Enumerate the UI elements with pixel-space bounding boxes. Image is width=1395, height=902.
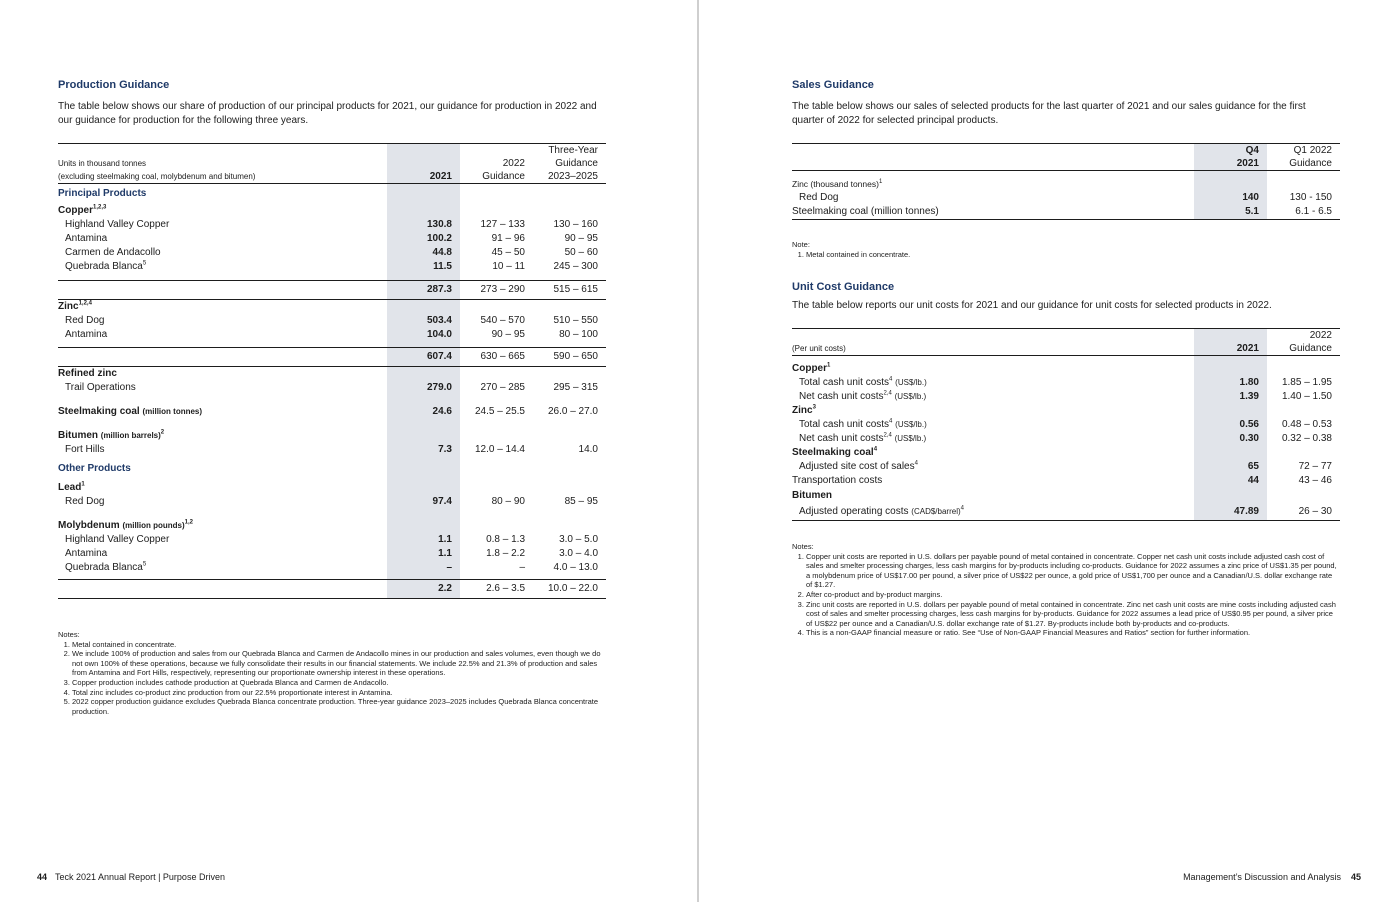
sales-table: Q4 Q1 2022 2021 Guidance Zinc (thousand tonnes)$^1$ Red Dog 140 130 - 150 Steelmaking coal (million tonnes) 5.1 6.1 - 6.5	[792, 143, 1340, 220]
note-item: 1. Metal contained in concentrate.	[806, 250, 1340, 260]
table-header-row	[58, 144, 606, 158]
col-header-2022: 2022	[502, 158, 525, 169]
group-row-zinc: Zinc$^{1,2,4}$	[58, 299, 606, 314]
note-item: 1. Copper unit costs are reported in U.S. dollars per payable pound of metal contained in concentrate. Copper net cash unit costs include adjusted cash cost of sales and smelter processing charges, less cash margins for by-products including co-products. Guidance for 2022 assumes a zinc price of US$1.35 per pound, a molybdenum price of US$17.00 per pound, a silver price of US$22 per ounce, a gold price of US$1,700 per ounce and a Canadian/U.S. dollar exchange rate of $1.27.	[806, 552, 1340, 590]
total-row-molybdenum: 2.2 2.6 – 3.5 10.0 – 22.0	[58, 580, 606, 599]
footer-text: Management’s Discussion and Analysis	[1183, 872, 1341, 882]
sales-guidance-title: Sales Guidance	[792, 79, 874, 91]
col-header-3y: Three-Year	[533, 144, 606, 158]
production-table: Three-Year Units in thousand tonnes 2022 Guidance (excluding steelmaking coal, molybdenum and bitumen) 2021 Guidance 2023–2025 Principal Products Copper$^{1,2,3}$ Highland Valley Copper 130.8 127 – 133 130 – 160 Antamina 100.2 91 – 96 90 – 95 Carmen de Andacollo 44.8 45 – 50 50 – 60 Quebrada Blanca$^5$ 11.5 10 – 11 245 – 300 287.3 273 – 290 515 – 615 Zinc$^{1,2,4}$ Red Dog 503.4 540 – 570 510 – 550 Antamina 104.0 90 – 95 80 – 100 607.4 630 – 665 590 – 650 Refined zinc Trail Operations 279.0 270 – 285 295 – 315 Steelmaking coal (million tonnes) 24.6 24.5 – 25.5 26.0 – 27.0 Bitumen (million barrels)$^2$ Fort Hills 7.3 12.0 – 14.4 14.0 Other Products Lead$^1$ Red Dog 97.4 80 – 90 85 – 95 Molybdenum (million pounds)$^{1,2}$ Highland Valley Copper 1.1 0.8 – 1.3 3.0 – 5.0 Antamina 1.1 1.8 – 2.2 3.0 – 4.0 Quebrada Blanca$^5$ – – 4.0 – 13.0 2.2 2.6 – 3.5 10.0 – 22.0	[58, 143, 606, 599]
unit-cost-table: 2022 (Per unit costs) 2021 Guidance Copper$^1$ Total cash unit costs$^4$ (US$/lb.) 1.80 1.85 – 1.95 Net cash unit costs$^{2,4}$ (US$/lb.) 1.39 1.40 – 1.50 Zinc$^3$ Total cash unit costs$^4$ (US$/lb.) 0.56 0.48 – 0.53 Net cash unit costs$^{2,4}$ (US$/lb.) 0.30 0.32 – 0.38 Steelmaking coal$^4$ Adjusted site cost of sales$^4$ 65 72 – 77 Transportation costs 44 43 – 46 Bitumen Adjusted operating costs (CAD$/barrel)$^4$ 47.89 26 – 30	[792, 328, 1340, 521]
table-row: Quebrada Blanca$^5$ – – 4.0 – 13.0	[65, 561, 598, 573]
group-row-molybdenum: Molybdenum (million pounds)$^{1,2}$	[58, 519, 606, 533]
total-row-copper: 287.3 273 – 290 515 – 615	[58, 280, 606, 299]
right-footer	[1183, 872, 1361, 882]
group-row-coal: Steelmaking coal$^4$	[792, 446, 1340, 460]
unit-cost-notes: Notes: 1. Copper unit costs are reported in U.S. dollars per payable pound of metal contained in concentrate. Copper net cash unit costs include adjusted cash cost of sales and smelter processing charges, less cash margins for by-products including co-products. Guidance for 2022 assumes a zinc price of US$1.35 per pound, a molybdenum price of US$17.00 per pound, a silver price of US$22 per ounce, a gold price of US$1,700 per ounce and a Canadian/U.S. dollar exchange rate of $1.27. 2. After co-product and by-product margins. 3. Zinc unit costs are reported in U.S. dollars per payable pound of metal contained in concentrate. Zinc net cash unit costs are mine costs including adjusted cash cost of sales and smelter processing charges, less cash margins for by-products. Guidance for 2022 assumes a lead price of US$0.95 per pound, a silver price of US$22 per ounce and a Canadian/U.S. dollar exchange rate of $1.27. By-products include both by-products and co-products. 4. This is a non-GAAP financial measure or ratio. See “Use of Non-GAAP Financial Measures and Ratios” section for further information.	[792, 542, 1340, 638]
row-steelmaking-coal: Steelmaking coal (million tonnes) 24.6 24.5 – 25.5 26.0 – 27.0	[58, 406, 598, 417]
note-item: 2. After co-product and by-product margins.	[806, 590, 1340, 600]
col-header-2022: 2022	[1267, 329, 1340, 343]
page-number: 44	[37, 872, 48, 882]
unit-cost-guidance-title: Unit Cost Guidance	[792, 281, 895, 293]
col-header-q1: Q1 2022	[1267, 144, 1340, 158]
table-row: Antamina 104.0 90 – 95 80 – 100	[65, 328, 598, 340]
table-row: Trail Operations 279.0 270 – 285 295 – 315	[65, 382, 598, 393]
note-item: 5. 2022 copper production guidance excludes Quebrada Blanca concentrate production. Three-year guidance 2023–2025 includes Quebrada Blanca concentrate production.	[72, 697, 603, 716]
table-row: Highland Valley Copper 130.8 127 – 133 130 – 160	[65, 219, 598, 230]
sales-intro: The table below shows our sales of selected products for the last quarter of 2021 and our sales guidance for the first quarter of 2022 for selected principal products.	[792, 101, 1306, 126]
group-row-bitumen: Bitumen	[792, 488, 1340, 504]
col-header-2021: 2021	[1194, 342, 1267, 356]
table-row: Total cash unit costs$^4$ (US$/lb.) 0.56 0.48 – 0.53	[799, 418, 1332, 430]
note-item: 4. Total zinc includes co-product zinc production from our 22.5% proportionate interest in Antamina.	[72, 688, 603, 698]
footer-text: Teck 2021 Annual Report | Purpose Driven	[55, 872, 225, 882]
sales-notes: Note: 1. Metal contained in concentrate.	[792, 240, 1340, 259]
col-header-2021: 2021	[387, 170, 460, 184]
note-item: 1. Metal contained in concentrate.	[72, 640, 603, 650]
production-notes: Notes: 1. Metal contained in concentrate. 2. We include 100% of production and sales from our Quebrada Blanca and Carmen de Andacollo mines in our production and sales volumes, even though we do not own 100% of these operations, because we fully consolidate their results in our financial statements. We include 22.5% and 21.3% of production and sales from Antamina and Fort Hills, respectively, representing our proportionate ownership interest in these operations. 3. Copper production includes cathode production at Quebrada Blanca and Carmen de Andacollo. 4. Total zinc includes co-product zinc production from our 22.5% proportionate interest in Antamina. 5. 2022 copper production guidance excludes Quebrada Blanca concentrate production. Three-year guidance 2023–2025 includes Quebrada Blanca concentrate production.	[58, 630, 603, 716]
note-item: 3. Zinc unit costs are reported in U.S. dollars per payable pound of metal contained in concentrate. Zinc net cash unit costs are mine costs including adjusted cash cost of sales and smelter processing charges, less cash margins for by-products. Guidance for 2022 assumes a lead price of US$0.95 per pound, a silver price of US$22 per ounce and a Canadian/U.S. dollar exchange rate of $1.27. By-products include both by-products and co-products.	[806, 600, 1340, 629]
table-row: Net cash unit costs$^{2,4}$ (US$/lb.) 0.30 0.32 – 0.38	[799, 432, 1332, 444]
note-item: 3. Copper production includes cathode production at Quebrada Blanca and Carmen de Andacollo.	[72, 678, 603, 688]
group-row-zinc: Zinc$^3$	[792, 404, 1340, 418]
table-row: Carmen de Andacollo 44.8 45 – 50 50 – 60	[65, 247, 598, 258]
col-header-q4: Q4	[1194, 144, 1267, 158]
left-page	[58, 0, 606, 902]
table-row: Red Dog 140 130 - 150	[799, 192, 1332, 203]
table-row: Net cash unit costs$^{2,4}$ (US$/lb.) 1.39 1.40 – 1.50	[799, 390, 1332, 402]
group-row-bitumen: Bitumen (million barrels)$^2$	[58, 429, 606, 443]
table-row: Red Dog 503.4 540 – 570 510 – 550	[65, 314, 598, 326]
table-row: Adjusted operating costs (CAD$/barrel)$^4$ 47.89 26 – 30	[792, 504, 1340, 521]
table-row: Zinc (thousand tonnes)$^1$	[792, 177, 1340, 191]
note-item: 2. We include 100% of production and sales from our Quebrada Blanca and Carmen de Andacollo mines in our production and sales volumes, even though we do not own 100% of these operations, because we fully consolidate their results in our financial statements. We include 22.5% and 21.3% of production and sales from Antamina and Fort Hills, respectively, representing our proportionate ownership interest in these operations.	[72, 649, 603, 678]
left-footer	[37, 872, 225, 882]
production-guidance-title: Production Guidance	[58, 79, 170, 91]
table-row: Antamina 1.1 1.8 – 2.2 3.0 – 4.0	[65, 548, 598, 559]
table-row: Steelmaking coal (million tonnes) 5.1 6.1 - 6.5	[792, 205, 1340, 220]
section-row: Principal Products	[58, 184, 606, 205]
group-row-lead: Lead$^1$	[58, 481, 606, 495]
table-row: Transportation costs 44 43 – 46	[792, 475, 1332, 486]
page-spine	[697, 0, 699, 902]
group-row-copper: Copper$^1$	[792, 362, 1340, 376]
table-row: Total cash unit costs$^4$ (US$/lb.) 1.80 1.85 – 1.95	[799, 376, 1332, 388]
group-row-copper: Copper$^{1,2,3}$	[58, 204, 606, 218]
unit-cost-intro: The table below reports our unit costs for 2021 and our guidance for unit costs for selected products in 2022.	[792, 300, 1272, 311]
section-row: Other Products	[58, 457, 606, 481]
table-row: Antamina 100.2 91 – 96 90 – 95	[65, 233, 598, 244]
page-number: 45	[1350, 872, 1361, 882]
total-row-zinc: 607.4 630 – 665 590 – 650	[58, 348, 606, 367]
units-note: Units in thousand tonnes	[58, 159, 147, 168]
units-note: (Per unit costs)	[792, 342, 1194, 356]
table-row: Quebrada Blanca$^5$ 11.5 10 – 11 245 – 300	[65, 260, 598, 272]
table-row: Fort Hills 7.3 12.0 – 14.4 14.0	[65, 444, 598, 455]
note-item: 4. This is a non-GAAP financial measure or ratio. See “Use of Non-GAAP Financial Measures and Ratios” section for further information.	[806, 628, 1340, 638]
group-row-refined-zinc: Refined zinc	[58, 367, 606, 382]
table-row: Red Dog 97.4 80 – 90 85 – 95	[65, 496, 598, 507]
production-intro: The table below shows our share of production of our principal products for 2021, our guidance for production in 2022 and our guidance for production for the following three years.	[58, 101, 597, 126]
right-page	[792, 0, 1340, 902]
table-row: Adjusted site cost of sales$^4$ 65 72 – 77	[799, 460, 1332, 472]
table-row: Highland Valley Copper 1.1 0.8 – 1.3 3.0 – 5.0	[65, 534, 598, 545]
